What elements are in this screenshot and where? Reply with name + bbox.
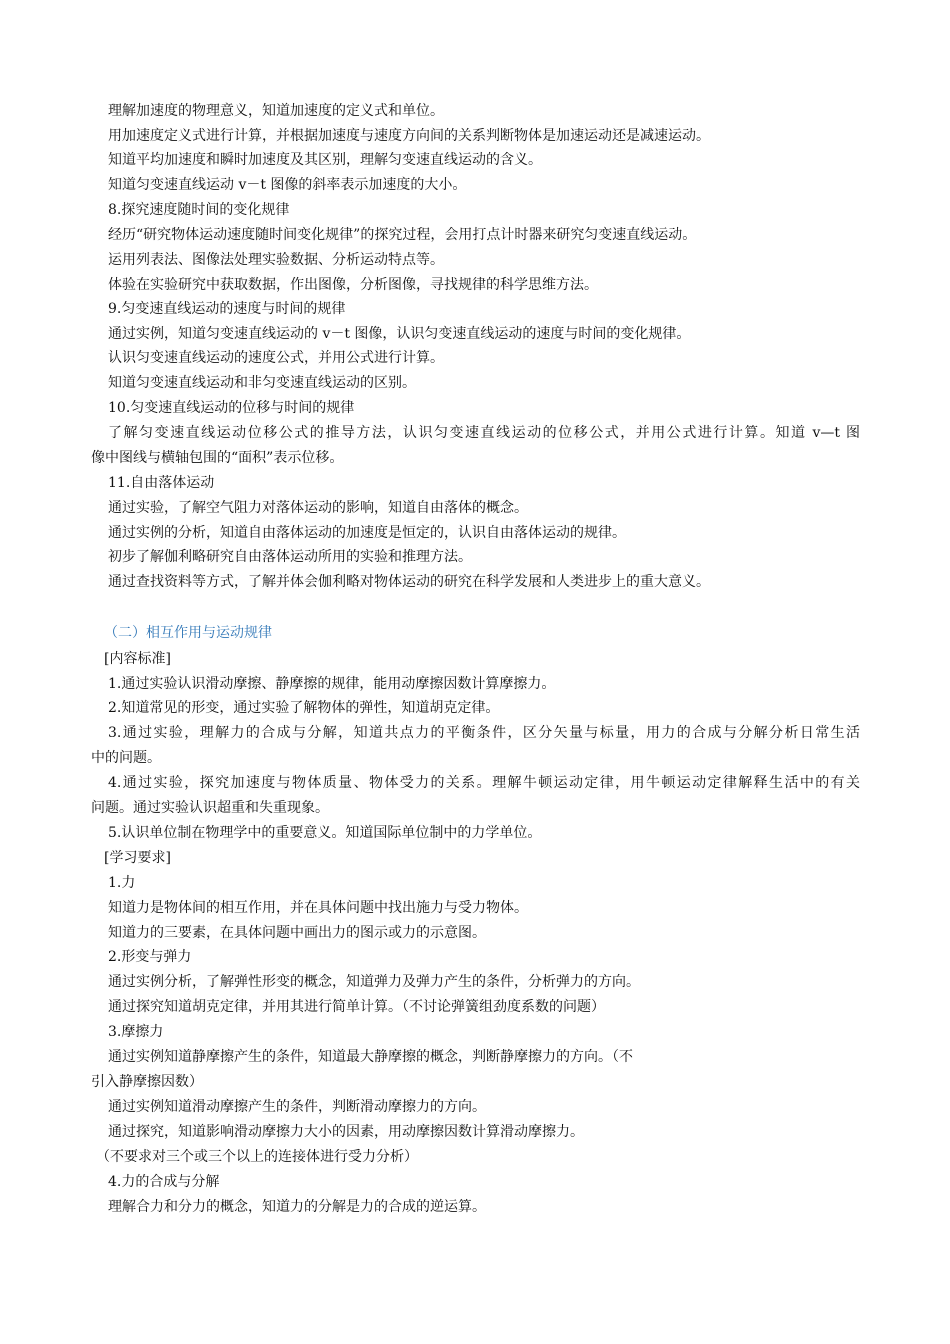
text-line: 知道匀变速直线运动 v－t 图像的斜率表示加速度的大小。 xyxy=(108,177,467,193)
section-heading: （二）相互作用与运动规律 xyxy=(104,625,272,641)
text-line: 知道力的三要素，在具体问题中画出力的图示或力的示意图。 xyxy=(108,925,486,941)
item-heading: 4.力的合成与分解 xyxy=(108,1174,220,1190)
standard-item: 1.通过实验认识滑动摩擦、静摩擦的规律，能用动摩擦因数计算摩擦力。 xyxy=(108,676,556,692)
standard-item: 问题。通过实验认识超重和失重现象。 xyxy=(91,800,329,816)
paragraph-line: 通过实例知道静摩擦产生的条件，知道最大静摩擦的概念，判断静摩擦力的方向。（不 xyxy=(108,1049,633,1065)
text-line: 初步了解伽利略研究自由落体运动所用的实验和推理方法。 xyxy=(108,549,472,565)
text-line: 知道力是物体间的相互作用，并在具体问题中找出施力与受力物体。 xyxy=(108,900,528,916)
text-line: 通过探究，知道影响滑动摩擦力大小的因素，用动摩擦因数计算滑动摩擦力。 xyxy=(108,1124,584,1140)
text-line: 经历“研究物体运动速度随时间变化规律”的探究过程，会用打点计时器来研究匀变速直线运动。 xyxy=(108,227,697,243)
text-line: 通过实例的分析，知道自由落体运动的加速度是恒定的，认识自由落体运动的规律。 xyxy=(108,525,626,541)
item-heading: 10.匀变速直线运动的位移与时间的规律 xyxy=(108,400,355,416)
item-heading: 8.探究速度随时间的变化规律 xyxy=(108,202,290,218)
text-line: 通过探究知道胡克定律，并用其进行简单计算。（不讨论弹簧组劲度系数的问题） xyxy=(108,999,605,1015)
text-line: 通过实例，知道匀变速直线运动的 v－t 图像，认识匀变速直线运动的速度与时间的变化规律。 xyxy=(108,326,691,342)
text-line: 理解合力和分力的概念，知道力的分解是力的合成的逆运算。 xyxy=(108,1199,486,1215)
text-line: 体验在实验研究中获取数据，作出图像，分析图像，寻找规律的科学思维方法。 xyxy=(108,277,598,293)
text-line: 认识匀变速直线运动的速度公式，并用公式进行计算。 xyxy=(108,350,444,366)
item-heading: 9.匀变速直线运动的速度与时间的规律 xyxy=(108,301,346,317)
standard-item: 3.通过实验，理解力的合成与分解，知道共点力的平衡条件，区分矢量与标量，用力的合成与分解分析日常生活 xyxy=(108,725,860,741)
standard-item: 4.通过实验，探究加速度与物体质量、物体受力的关系。理解牛顿运动定律，用牛顿运动定律解释生活中的有关 xyxy=(108,775,860,791)
text-line: 通过实例分析，了解弹性形变的概念，知道弹力及弹力产生的条件，分析弹力的方向。 xyxy=(108,974,640,990)
paragraph-line: 像中图线与横轴包围的“面积”表示位移。 xyxy=(91,450,344,466)
paragraph-line: 引入静摩擦因数） xyxy=(91,1074,203,1090)
content-standard-label: [内容标准] xyxy=(104,651,171,667)
text-line: 知道匀变速直线运动和非匀变速直线运动的区别。 xyxy=(108,375,416,391)
text-line: 通过实例知道滑动摩擦产生的条件，判断滑动摩擦力的方向。 xyxy=(108,1099,486,1115)
text-line: 用加速度定义式进行计算，并根据加速度与速度方向间的关系判断物体是加速运动还是减速运动。 xyxy=(108,128,710,144)
standard-item: 5.认识单位制在物理学中的重要意义。知道国际单位制中的力学单位。 xyxy=(108,825,542,841)
item-heading: 11.自由落体运动 xyxy=(108,475,215,491)
study-requirement-label: [学习要求] xyxy=(104,850,171,866)
text-line: 通过查找资料等方式，了解并体会伽利略对物体运动的研究在科学发展和人类进步上的重大意义。 xyxy=(108,574,710,590)
text-line: 运用列表法、图像法处理实验数据、分析运动特点等。 xyxy=(108,252,444,268)
standard-item: 2.知道常见的形变，通过实验了解物体的弹性，知道胡克定律。 xyxy=(108,700,500,716)
paragraph-line: 了解匀变速直线运动位移公式的推导方法，认识匀变速直线运动的位移公式，并用公式进行计算。知道 v—t 图 xyxy=(108,425,860,441)
note-line: （不要求对三个或三个以上的连接体进行受力分析） xyxy=(96,1149,418,1165)
item-heading: 2.形变与弹力 xyxy=(108,949,192,965)
text-line: 理解加速度的物理意义，知道加速度的定义式和单位。 xyxy=(108,103,444,119)
item-heading: 3.摩擦力 xyxy=(108,1024,164,1040)
item-heading: 1.力 xyxy=(108,875,136,891)
text-line: 通过实验，了解空气阻力对落体运动的影响，知道自由落体的概念。 xyxy=(108,500,528,516)
text-line: 知道平均加速度和瞬时加速度及其区别，理解匀变速直线运动的含义。 xyxy=(108,152,542,168)
standard-item: 中的问题。 xyxy=(91,750,161,766)
